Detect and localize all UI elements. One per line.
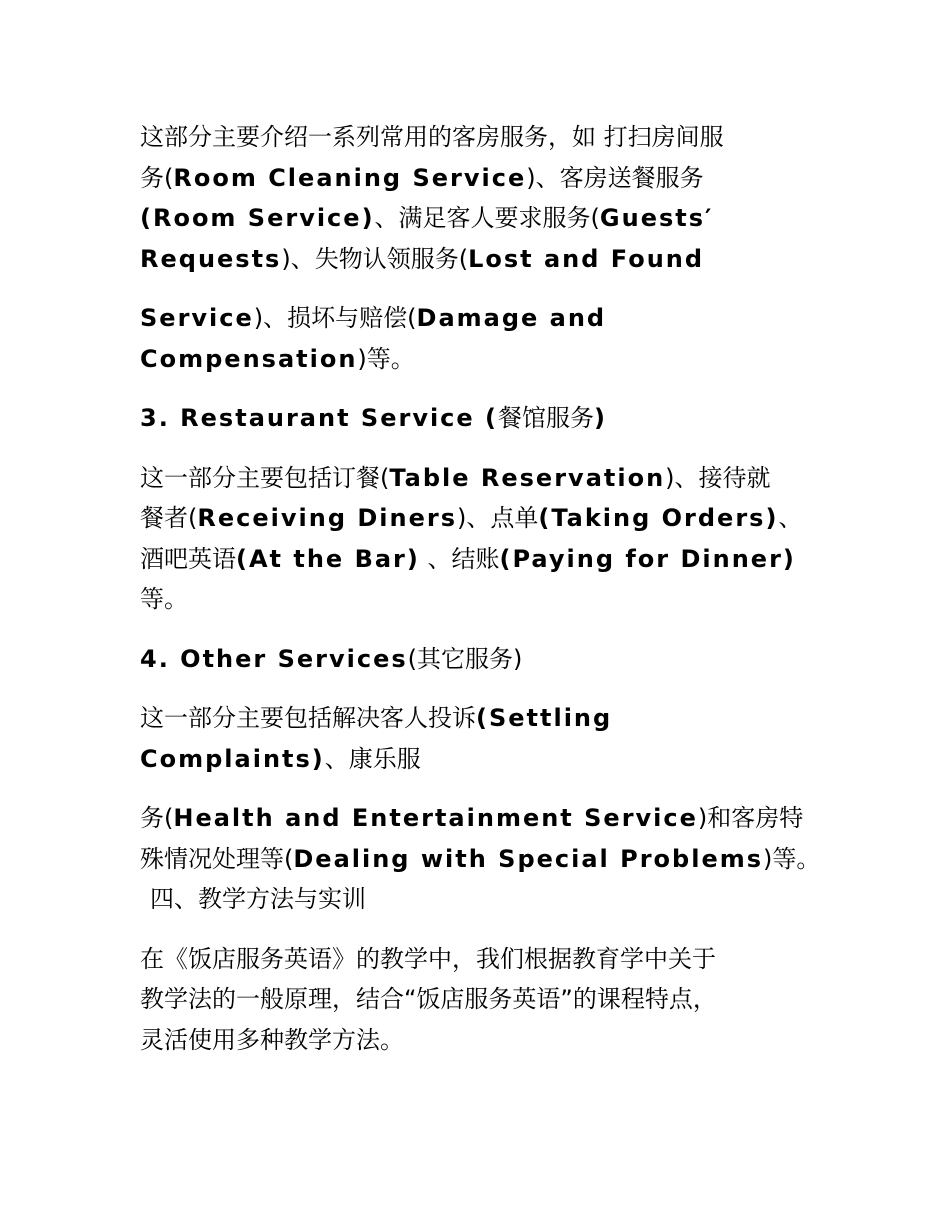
text-run: )等。 (763, 844, 821, 873)
text-run: )和客房特 (697, 804, 804, 832)
term-paying-for-dinner: (Paying for Dinner) (499, 544, 796, 573)
heading-chinese: 餐馆服务 (498, 404, 595, 432)
term-special-problems: Dealing with Special Problems (293, 844, 764, 873)
text-run: )、接待就 (665, 463, 771, 492)
text-line (140, 839, 830, 880)
heading-close: ) (594, 404, 607, 432)
text-line (140, 579, 830, 620)
term-service: Service (140, 304, 254, 332)
text-run: 殊情况处理等( (140, 844, 294, 873)
term-receiving-diners: Receiving Diners (197, 504, 457, 532)
text-run: )、损坏与赔偿( (253, 304, 417, 332)
term-room-cleaning: Room Cleaning Service (173, 163, 527, 192)
text-run: 四、教学方法与实训 (150, 885, 366, 913)
text-run: )、客房送餐服务 (526, 163, 704, 192)
text-run: 务( (140, 804, 174, 832)
heading-chinese: (其它服务) (407, 644, 523, 673)
text-line (140, 498, 830, 539)
paragraph-restaurant (140, 458, 830, 620)
text-line (140, 698, 830, 739)
text-run: 这一部分主要包括订餐( (140, 463, 390, 492)
heading-text: 3. Restaurant Service ( (140, 404, 499, 432)
term-damage: Damage and (416, 304, 607, 332)
heading-restaurant-service (140, 398, 830, 439)
text-line (140, 979, 830, 1020)
text-line (140, 539, 830, 580)
paragraph-room-services (140, 117, 830, 279)
term-complaints: Complaints) (140, 744, 325, 773)
paragraph-other-services-continued (140, 798, 830, 920)
text-run: 这部分主要介绍一系列常用的客房服务，如 打扫房间服 (140, 123, 724, 151)
term-room-service: (Room Service) (140, 204, 375, 232)
text-line (140, 458, 830, 499)
heading-other-services (140, 639, 830, 680)
text-line (140, 339, 830, 380)
paragraph-teaching-methods (140, 939, 830, 1061)
text-line (140, 198, 830, 239)
text-line (140, 939, 830, 980)
text-run: 等。 (140, 585, 188, 613)
text-run: )、点单 (457, 504, 539, 532)
term-lost-and-found: Lost and Found (468, 244, 705, 273)
section-heading-teaching-methods (150, 879, 830, 920)
text-line (140, 158, 830, 199)
text-run: 、结账 (419, 544, 500, 573)
text-run: )等。 (357, 344, 415, 373)
text-run: 酒吧英语 (140, 544, 236, 573)
text-run: 务( (140, 163, 174, 192)
term-compensation: Compensation (140, 344, 358, 373)
text-line (140, 739, 830, 780)
term-at-the-bar: (At the Bar) (236, 544, 420, 573)
document-page (140, 117, 830, 1079)
text-run: 灵活使用多种教学方法。 (140, 1025, 404, 1054)
term-health-entertainment: Health and Entertainment Service (173, 804, 698, 832)
term-taking-orders: (Taking Orders) (538, 504, 779, 532)
text-run: 这一部分主要包括解决客人投诉 (140, 704, 476, 732)
text-run: 在《饭店服务英语》的教学中，我们根据教育学中关于 (140, 944, 716, 973)
term-requests: Requests (140, 244, 282, 273)
text-run: 、康乐服 (324, 744, 421, 773)
paragraph-other-services (140, 698, 830, 779)
text-run: 、满足客人要求服务( (374, 204, 600, 232)
text-run: 餐者( (140, 504, 198, 532)
text-line (140, 117, 830, 158)
text-line (140, 239, 830, 280)
term-settling: (Settling (476, 704, 613, 732)
term-guests: Guests′ (599, 204, 714, 232)
text-line (140, 1020, 830, 1061)
text-run: )、失物认领服务( (281, 244, 469, 273)
term-table-reservation: Table Reservation (389, 463, 666, 492)
text-run: 、 (778, 504, 803, 532)
paragraph-room-services-continued (140, 298, 830, 379)
heading-text: 4. Other Services (140, 644, 408, 673)
text-run: 教学法的一般原理，结合“饭店服务英语”的课程特点， (140, 985, 717, 1013)
text-line (140, 798, 830, 839)
text-line (140, 298, 830, 339)
